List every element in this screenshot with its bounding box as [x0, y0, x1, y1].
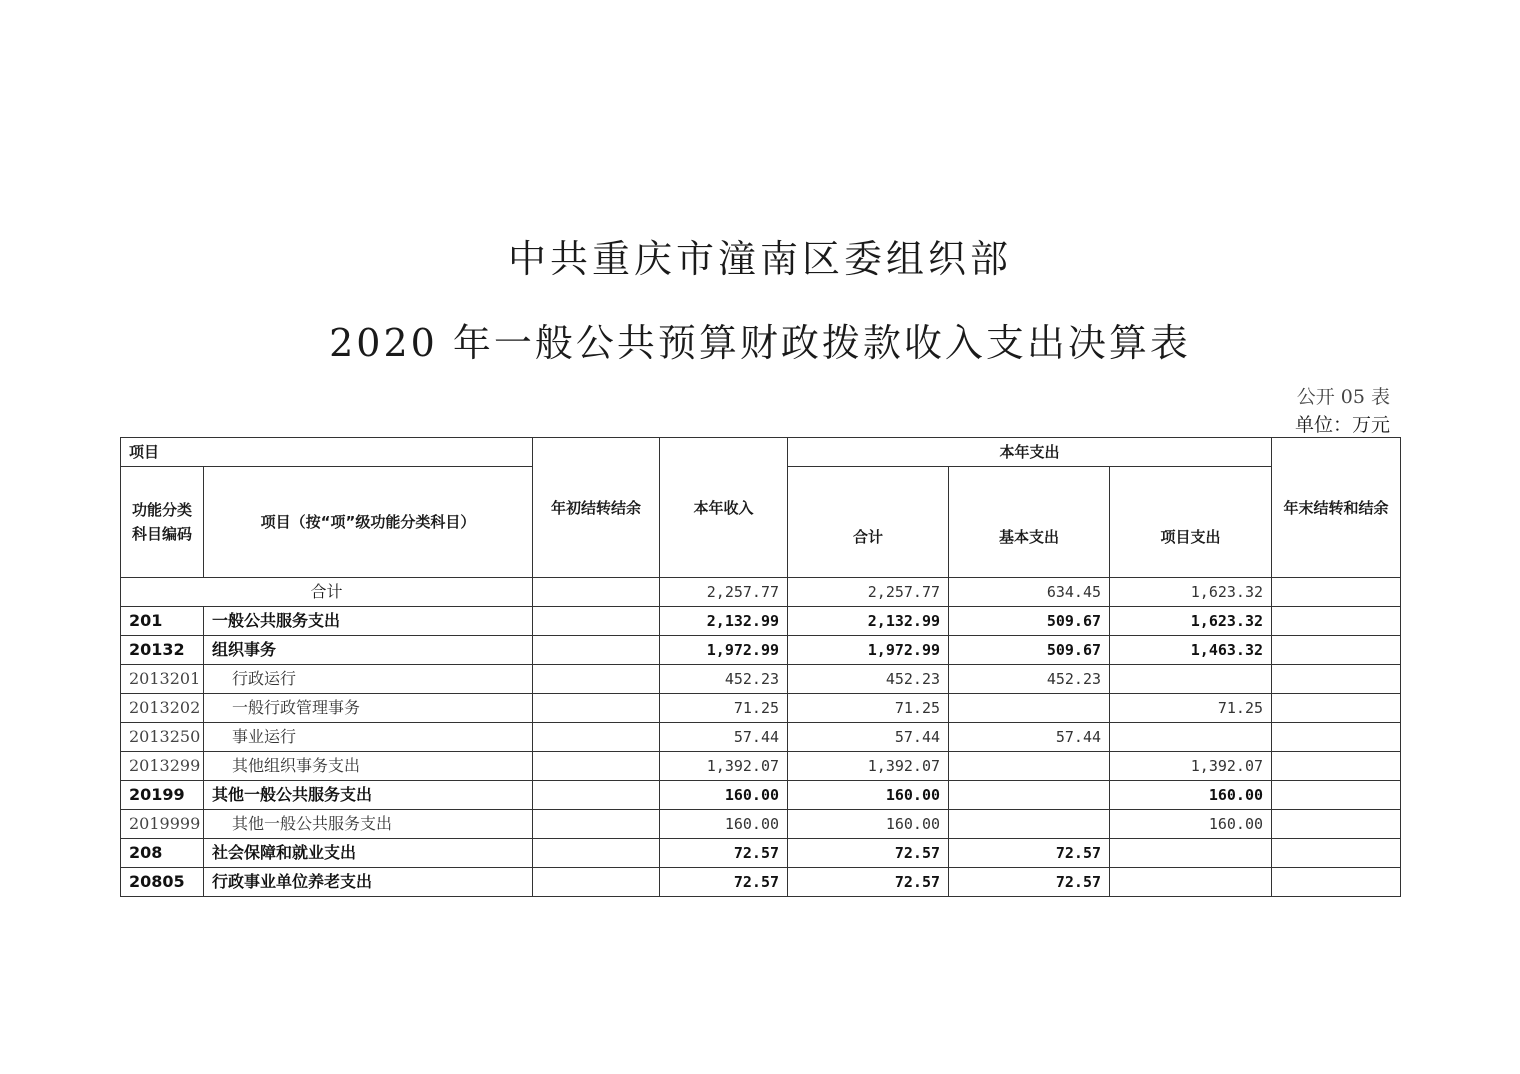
row-project: 1,392.07 [1110, 752, 1272, 781]
table-row [121, 839, 1401, 868]
row-basic [949, 810, 1110, 839]
row-code: 2019999 [121, 810, 204, 839]
row-ending [1272, 694, 1401, 723]
table-row [121, 752, 1401, 781]
header-project-exp: 项目支出 [1110, 467, 1272, 578]
row-name: 其他一般公共服务支出 [204, 781, 533, 810]
total-row [121, 578, 1401, 607]
row-ending [1272, 781, 1401, 810]
row-income: 160.00 [660, 781, 788, 810]
row-total: 160.00 [788, 810, 949, 839]
row-income: 71.25 [660, 694, 788, 723]
row-income: 1,972.99 [660, 636, 788, 665]
row-basic [949, 752, 1110, 781]
row-beginning [533, 752, 660, 781]
row-code: 20805 [121, 868, 204, 897]
row-code: 2013201 [121, 665, 204, 694]
row-code: 2013299 [121, 752, 204, 781]
row-name: 行政运行 [204, 665, 533, 694]
row-ending [1272, 665, 1401, 694]
row-name: 一般公共服务支出 [204, 607, 533, 636]
row-income: 72.57 [660, 868, 788, 897]
row-name: 行政事业单位养老支出 [204, 868, 533, 897]
row-beginning [533, 723, 660, 752]
row-beginning [533, 868, 660, 897]
total-basic: 634.45 [949, 578, 1110, 607]
row-code: 20132 [121, 636, 204, 665]
row-ending [1272, 839, 1401, 868]
table-row [121, 868, 1401, 897]
row-total: 72.57 [788, 868, 949, 897]
header-income: 本年收入 [660, 438, 788, 578]
budget-table [120, 437, 1401, 897]
page-title-org: 中共重庆市潼南区委组织部 [507, 237, 1012, 281]
header-project: 项目 [121, 438, 533, 467]
row-basic: 72.57 [949, 839, 1110, 868]
row-income: 72.57 [660, 839, 788, 868]
row-total: 57.44 [788, 723, 949, 752]
row-ending [1272, 607, 1401, 636]
page-title-report: 2020 年一般公共预算财政拨款收入支出决算表 [329, 321, 1191, 365]
row-beginning [533, 665, 660, 694]
row-beginning [533, 607, 660, 636]
row-ending [1272, 636, 1401, 665]
row-basic: 57.44 [949, 723, 1110, 752]
header-basic: 基本支出 [949, 467, 1110, 578]
row-code: 2013250 [121, 723, 204, 752]
header-beginning-balance: 年初结转结余 [533, 438, 660, 578]
row-name: 其他组织事务支出 [204, 752, 533, 781]
header-total: 合计 [788, 467, 949, 578]
table-row [121, 665, 1401, 694]
row-total: 1,972.99 [788, 636, 949, 665]
header-ending-balance: 年末结转和结余 [1272, 438, 1401, 578]
unit-label: 单位：万元 [1294, 414, 1390, 436]
row-code: 201 [121, 607, 204, 636]
table-row [121, 607, 1401, 636]
total-beginning [533, 578, 660, 607]
row-total: 160.00 [788, 781, 949, 810]
row-code: 20199 [121, 781, 204, 810]
row-total: 1,392.07 [788, 752, 949, 781]
total-total: 2,257.77 [788, 578, 949, 607]
header-project-name: 项目（按“项”级功能分类科目） [204, 467, 533, 578]
row-project: 1,463.32 [1110, 636, 1272, 665]
row-project [1110, 868, 1272, 897]
row-project [1110, 723, 1272, 752]
table-row [121, 694, 1401, 723]
row-ending [1272, 723, 1401, 752]
row-total: 72.57 [788, 839, 949, 868]
row-total: 71.25 [788, 694, 949, 723]
row-income: 57.44 [660, 723, 788, 752]
row-basic: 452.23 [949, 665, 1110, 694]
row-project: 71.25 [1110, 694, 1272, 723]
row-code: 208 [121, 839, 204, 868]
row-basic [949, 694, 1110, 723]
table-code-label: 公开 05 表 [1296, 386, 1390, 408]
row-ending [1272, 868, 1401, 897]
total-ending [1272, 578, 1401, 607]
row-name: 事业运行 [204, 723, 533, 752]
table-row [121, 810, 1401, 839]
row-beginning [533, 636, 660, 665]
row-income: 452.23 [660, 665, 788, 694]
row-name: 社会保障和就业支出 [204, 839, 533, 868]
row-ending [1272, 752, 1401, 781]
row-beginning [533, 694, 660, 723]
row-name: 组织事务 [204, 636, 533, 665]
row-project: 160.00 [1110, 781, 1272, 810]
table-row [121, 781, 1401, 810]
row-project [1110, 665, 1272, 694]
table-row [121, 723, 1401, 752]
row-code: 2013202 [121, 694, 204, 723]
row-name: 一般行政管理事务 [204, 694, 533, 723]
total-label: 合计 [121, 578, 533, 607]
total-project: 1,623.32 [1110, 578, 1272, 607]
row-basic: 509.67 [949, 636, 1110, 665]
header-func-code: 功能分类科目编码 [121, 467, 204, 578]
row-beginning [533, 839, 660, 868]
row-total: 452.23 [788, 665, 949, 694]
row-income: 1,392.07 [660, 752, 788, 781]
total-income: 2,257.77 [660, 578, 788, 607]
row-basic: 509.67 [949, 607, 1110, 636]
header-expenditure-group: 本年支出 [788, 438, 1272, 467]
row-ending [1272, 810, 1401, 839]
row-basic [949, 781, 1110, 810]
row-income: 160.00 [660, 810, 788, 839]
row-project: 1,623.32 [1110, 607, 1272, 636]
row-project: 160.00 [1110, 810, 1272, 839]
row-basic: 72.57 [949, 868, 1110, 897]
row-project [1110, 839, 1272, 868]
row-beginning [533, 781, 660, 810]
row-total: 2,132.99 [788, 607, 949, 636]
row-beginning [533, 810, 660, 839]
row-income: 2,132.99 [660, 607, 788, 636]
row-name: 其他一般公共服务支出 [204, 810, 533, 839]
table-row [121, 636, 1401, 665]
